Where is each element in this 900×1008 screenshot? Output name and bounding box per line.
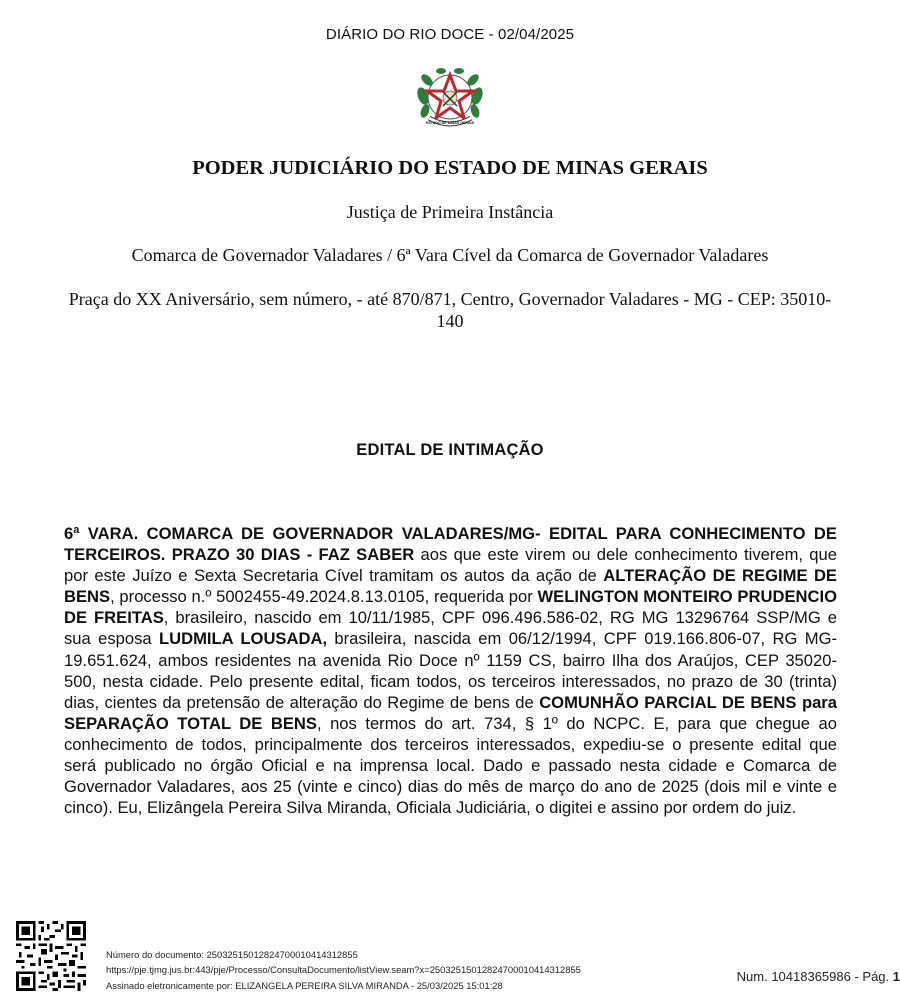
edital-body xyxy=(64,523,837,818)
edital-text-1: aos que este virem ou dele conhecimento tiverem, que por este Juízo e Sexta Secretaria Cível tramitam os autos da ação de xyxy=(64,545,837,586)
edital-action: ALTERAÇÃO DE REGIME DE BENS xyxy=(64,566,837,607)
state-seal-icon xyxy=(413,66,487,130)
edital-text-5: , nos termos do art. 734, § 1º do NCPC. E, para que chegue ao conhecimento de todos, principalmente dos terceiros interessados, expediu-se o presente edital que será publicado no órgão Oficial e na imprensa local. Dado e passado nesta cidade e Comarca de Governador Valadares, aos 25 (vinte e cinco) dias do mês de março do ano de 2025 (dois mil e vinte e cinco). Eu, Elizângela Pereira Silva Miranda, Oficiala Judiciária, o digitei e assino por ordem do juiz. xyxy=(64,713,837,818)
court-comarca: Comarca de Governador Valadares / 6ª Vara Cível da Comarca de Governador Valadares xyxy=(131,245,769,265)
page-num-label: Num. 10418365986 - Pág. xyxy=(736,969,893,984)
page-number xyxy=(650,969,900,984)
edital-text-4: brasileira, nascida em 06/12/1994, CPF 019.166.806-07, RG MG- 19.651.624, ambos residentes na avenida Rio Doce nº 1159 CS, bairro Ilha dos Araújos, CEP 35020-500, nesta cidade. Pelo presente edital, ficam todos, os terceiros interessados, no prazo de 30 (trinta) dias, cientes da pretensão de alteração do Regime de bens de xyxy=(64,629,838,712)
court-name: PODER JUDICIÁRIO DO ESTADO DE MINAS GERAIS xyxy=(192,157,708,179)
diary-header: DIÁRIO DO RIO DOCE - 02/04/2025 xyxy=(325,26,575,43)
edital-spouse: LUDMILA LOUSADA, xyxy=(159,629,328,649)
document-number: Número do documento: 25032515012824700010414312855 xyxy=(106,949,358,960)
document-url: https://pje.tjmg.jus.br:443/pje/Processo/ConsultaDocumento/listView.seam?x=25032515012824700010414312855 xyxy=(106,964,581,976)
page-num-value: 1 xyxy=(892,969,900,984)
edital-regime: COMUNHÃO PARCIAL DE BENS para SEPARAÇÃO TOTAL DE BENS xyxy=(64,692,837,733)
edital-intro: 6ª VARA. COMARCA DE GOVERNADOR VALADARES/MG- EDITAL PARA CONHECIMENTO DE TERCEIROS. PRAZO 30 DIAS - FAZ SABER xyxy=(64,524,837,565)
edital-requester: WELINGTON MONTEIRO PRUDENCIO DE FREITAS xyxy=(64,587,837,628)
edital-text-2: , processo n.º 5002455-49.2024.8.13.0105, requerida por xyxy=(110,587,538,607)
document-signature: Assinado eletronicamente por: ELIZANGELA PEREIRA SILVA MIRANDA - 25/03/2025 15:01:28 xyxy=(106,979,503,991)
edital-text-3: , brasileiro, nascido em 10/11/1985, CPF 096.496.586-02, RG MG 13296764 SSP/MG e sua esposa xyxy=(64,608,837,649)
document-metadata xyxy=(106,947,581,993)
court-instance: Justiça de Primeira Instância xyxy=(346,202,554,222)
svg-text:ESTADO DE MINAS GERAIS: ESTADO DE MINAS GERAIS xyxy=(425,121,475,125)
court-address: Praça do XX Aniversário, sem número, - até 870/871, Centro, Governador Valadares - MG - CEP: 35010-140 xyxy=(68,289,832,331)
qr-code-icon xyxy=(16,921,86,991)
edital-title: EDITAL DE INTIMAÇÃO xyxy=(356,441,544,459)
